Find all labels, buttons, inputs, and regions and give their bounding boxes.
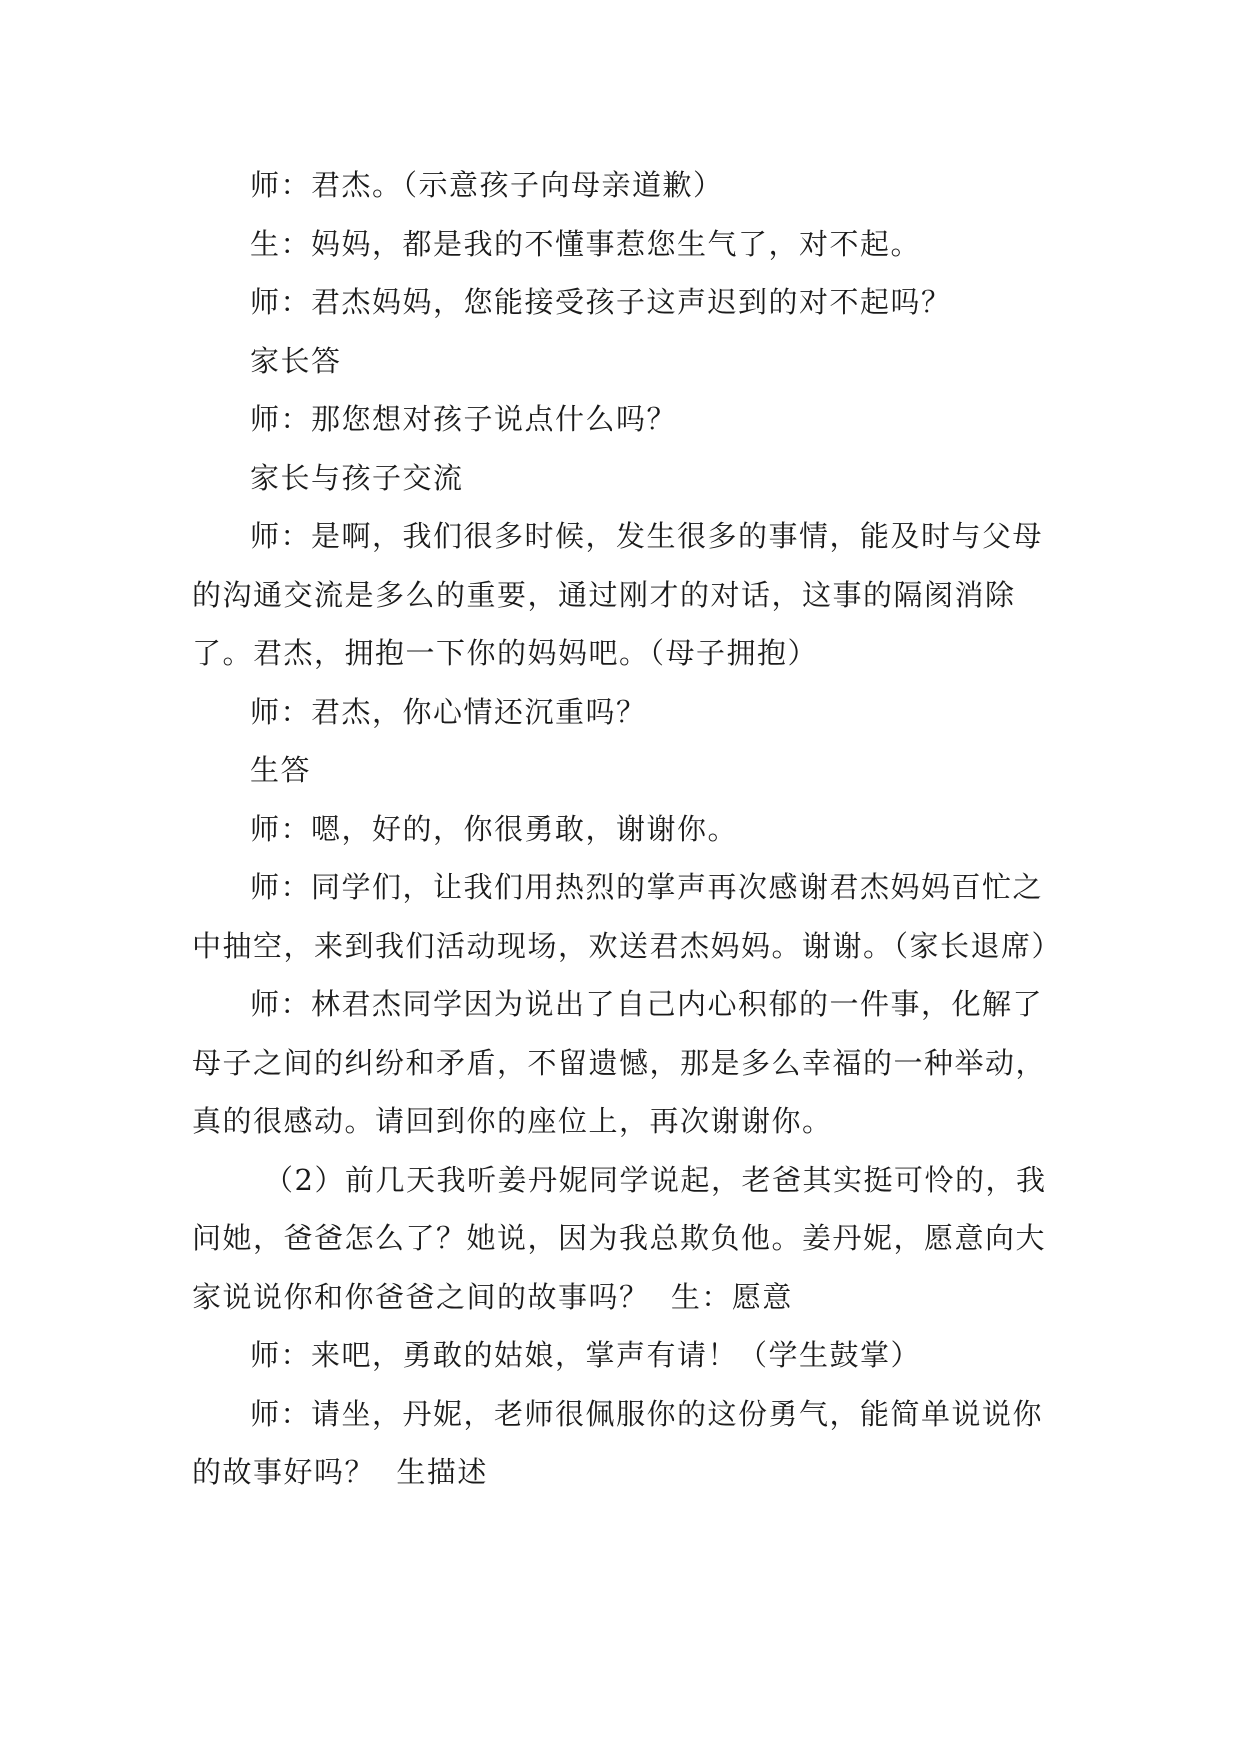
document-page [192, 156, 1063, 1502]
paragraph-7: 师：是啊，我们很多时候，发生很多的事情，能及时与父母的沟通交流是多么的重要，通过刚才的对话，这事的隔阂消除了。君杰，拥抱一下你的妈妈吧。（母子拥抱） [192, 519, 1044, 670]
paragraph-14: 师：来吧，勇敢的姑娘，掌声有请！（学生鼓掌） [250, 1338, 922, 1372]
paragraph-4: 家长答 [250, 343, 342, 378]
paragraph-12: 师：林君杰同学因为说出了自己内心积郁的一件事，化解了母子之间的纠纷和矛盾，不留遗憾，那是多么幸福的一种举动，真的很感动。请回到你的座位上，再次谢谢你。 [192, 987, 1047, 1138]
paragraph-13: （2）前几天我听姜丹妮同学说起，老爸其实挺可怜的，我问她，爸爸怎么了？她说，因为我总欺负他。姜丹妮，愿意向大家说说你和你爸爸之间的故事吗？ 生：愿意 [192, 1162, 1047, 1314]
paragraph-1: 师：君杰。（示意孩子向母亲道歉） [250, 168, 724, 202]
paragraph-8: 师：君杰，你心情还沉重吗？ [250, 694, 647, 729]
paragraph-5: 师：那您想对孩子说点什么吗？ [250, 402, 678, 436]
paragraph-2: 生：妈妈，都是我的不懂事惹您生气了，对不起。 [250, 226, 922, 261]
paragraph-6: 家长与孩子交流 [250, 460, 464, 495]
paragraph-9: 生答 [250, 753, 312, 787]
paragraph-11: 师：同学们，让我们用热烈的掌声再次感谢君杰妈妈百忙之中抽空，来到我们活动现场，欢送君杰妈妈。谢谢。（家长退席） [192, 870, 1063, 963]
paragraph-10: 师：嗯，好的，你很勇敢，谢谢你。 [250, 811, 739, 846]
paragraph-15: 师：请坐，丹妮，老师很佩服你的这份勇气，能简单说说你的故事好吗？ 生描述 [192, 1396, 1044, 1489]
paragraph-3: 师：君杰妈妈，您能接受孩子这声迟到的对不起吗？ [250, 285, 952, 319]
